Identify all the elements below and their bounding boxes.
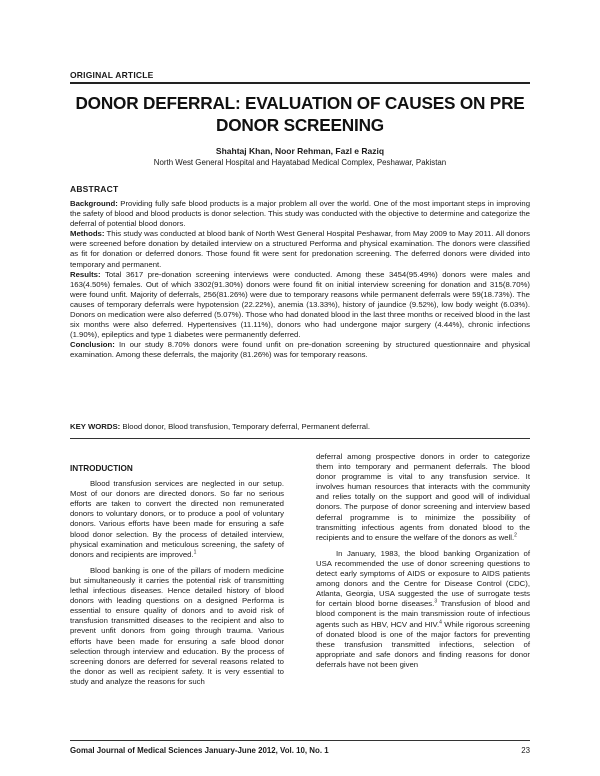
abstract-heading: ABSTRACT [70,184,119,194]
introduction-heading: INTRODUCTION [70,464,133,473]
journal-citation: Gomal Journal of Medical Sciences January-June 2012, Vol. 10, No. 1 [70,746,329,755]
author-list: Shahtaj Khan, Noor Rehman, Fazl e Raziq [215,146,385,156]
background-text: Providing fully safe blood products is a major problem all over the world. One of the most important steps in improving the safety of blood and blood products is donor selection. This study was conducted with the objective to determine and categorize the deferral of potential blood donors. [70,199,530,229]
citation-ref: 1 [193,549,197,556]
background-label: Background: [70,199,118,208]
intro-paragraph-4a-text: In January, 1983, the blood banking Organization of USA recommended the use of donor screening questions to detect early symptoms of AIDS or exposure to AIDS patients among donors and the Centre for Disease Control (CDC), Atlanta, Georgia, USA suggested the use of surrogate tests for certain blood borne diseases. [316,548,530,609]
intro-paragraph-1-text: Blood transfusion services are neglected in our setup. Most of our donors are directed donors. So far no serious efforts are taken to convert the directed non remunerated donors to voluntary donors, or to produce a pool of voluntary donors. Various efforts have been made for ensuring a safe blood donor selection. By the process of detailed interview, physical examination and meticulous screening, the safety of donors and recipients are improved. [70,479,284,559]
intro-paragraph-2-text: Blood banking is one of the pillars of modern medicine but simultaneously it carries the potential risk of transmitting lethal infectious diseases. Hence detailed history of blood donors with leading questions on a designed Performa is essential to ensure quality of donors and to avoid risk of transfusion transmitted diseases to the recipient and also to prevent unfit donors from going through trauma. Various efforts have been made for ensuring a safe blood donor selection through interview and education. By the process of screening donors are deferred for several reasons related to the donor as well as recipient safety. It is very essential to study and analyze the reasons for such [70,565,284,686]
right-column [316,452,530,670]
results-text: Total 3617 pre-donation screening interviews were conducted. Among these 3454(95.49%) donors were males and 163(4.50%) females. Out of which 3302(91.30%) donors were found fit on initial interview screening for donation and 315(8.70%) were found unfit. Majority of deferrals, 256(81.26%) were due to temporary reasons while permanent deferrals were 59(18.73%). The causes of temporary deferrals were hypotension (22.22%), anemia (13.33%), history of jaundice (9.52%), low body weight (6.03%). Donors on medication were also deferred (5.07%). Those who had donated blood in the last three months or received blood in the last six months were also deferred. Hypertensives (11.11%), donors who had undergone major surgery (4.44%), chronic infections (1.90%), epileptics and type 1 diabetes were permanently deferred. [70,269,530,340]
left-column [70,464,284,687]
methods-text: This study was conducted at blood bank of North West General Hospital Peshawar, from May 2009 to May 2011. All donors were screened before donation by detailed interview on a structured Performa and physical examination. The donors were classified as fit for donation or deferred donors. Those found fit were sent for predonation screening. The deferred donors were divided into temporary and permanent. [70,229,530,269]
conclusion-label: Conclusion: [70,340,115,350]
conclusion-text: In our study 8.70% donors were found unfit on pre-donation screening by structured questionnaire and physical examination. Among these deferrals, the majority (81.26%) was for temporary reasons. [70,340,530,360]
citation-ref: 4 [439,618,442,625]
abstract-paragraph [70,199,530,361]
intro-paragraph-4c-text: While rigorous screening of donated blood is one of the major factors for preventing these transfusion transmitted infections, selection of appropriate and safe donors and finding reasons for donor deferrals have not been given [316,619,530,669]
keywords-line [70,422,530,431]
intro-paragraph-4b-text: Transfusion of blood and blood component is the main transmission route of infectious agents such as HBV, HCV and HIV. [316,599,530,629]
header-rule [70,82,530,84]
abstract-body [70,199,530,361]
keywords-label: KEY WORDS: [70,422,121,431]
keywords-text: Blood donor, Blood transfusion, Temporary deferral, Permanent deferral. [120,422,370,431]
article-title: DONOR DEFERRAL: EVALUATION OF CAUSES ON PRE DONOR SCREENING [75,93,525,135]
article-type-label: ORIGINAL ARTICLE [70,70,154,80]
citation-ref: 2 [514,532,517,539]
intro-paragraph-1 [70,479,284,560]
intro-paragraph-4 [316,549,530,670]
intro-paragraph-3-text: deferral among prospective donors in order to categorize them into temporary and permanent deferrals. The blood donor programme is vital to any transfusion service. It involves human resources that interacts with the community and relies totally on the support and good will of individual donors. The purpose of donor screening and interview based deferral programme is to minimize the possibility of transmitting infectious agents from donated blood to the recipients and to ensure the welfare of the donors as well. [316,452,530,542]
abstract-rule [70,438,530,439]
citation-ref: 3 [434,598,438,605]
footer-rule [70,740,530,741]
page-number: 23 [521,746,530,755]
intro-paragraph-3 [316,452,530,543]
author-affiliation: North West General Hospital and Hayatabad Medical Complex, Peshawar, Pakistan [153,158,447,167]
methods-label: Methods: [70,229,105,239]
intro-paragraph-2 [70,566,284,687]
results-label: Results: [70,269,101,279]
